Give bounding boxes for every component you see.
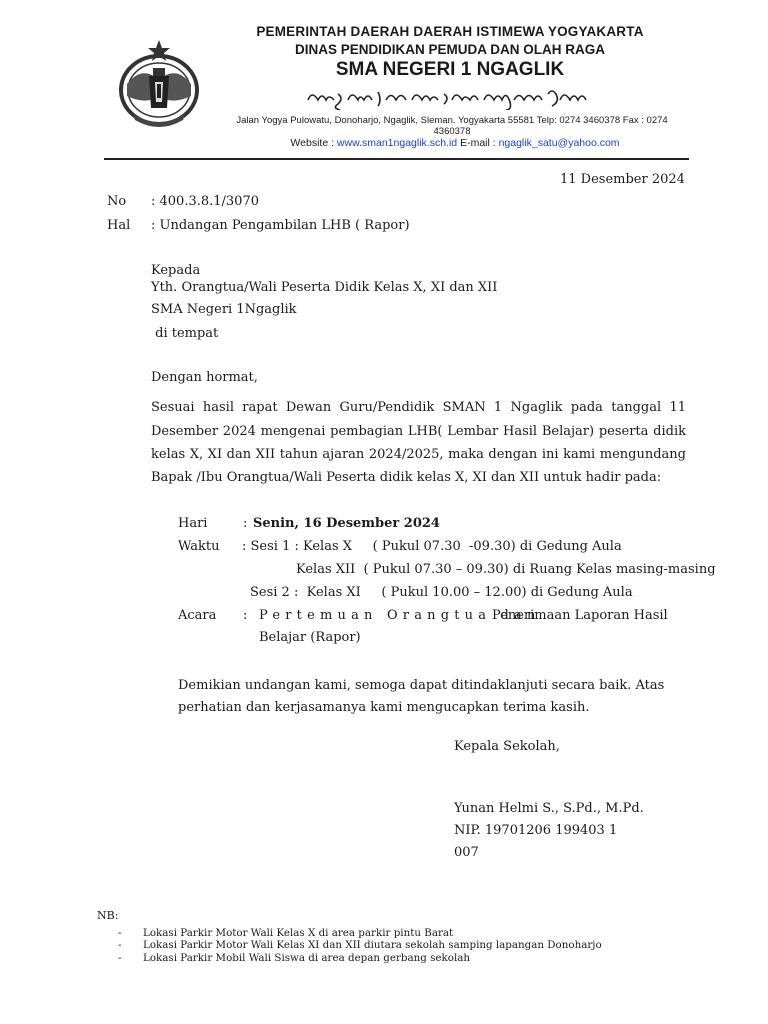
email-label: E-mail :	[457, 137, 499, 149]
paragraph-line: Sesuai hasil rapat Dewan Guru/Pendidik SMAN 1 Ngaglik pada tanggal 11	[151, 400, 686, 415]
schedule-event-line1b: Penerimaan Laporan Hasil	[492, 608, 668, 623]
recipient-yth: Yth. Orangtua/Wali Peserta Didik Kelas X, XI dan XII	[151, 280, 498, 295]
website-label: Website :	[290, 137, 337, 149]
list-item	[118, 952, 602, 964]
schedule-event-line1a: Pertemuan Orangtua dan	[259, 608, 541, 623]
schedule-session-1b: Kelas XII ( Pukul 07.30 – 09.30) di Ruang Kelas masing-masing	[296, 562, 716, 577]
bullet: -	[118, 927, 122, 939]
signature-nip: NIP. 19701206 199403 1	[454, 823, 618, 838]
bullet: -	[118, 939, 122, 952]
greeting: Dengan hormat,	[151, 370, 258, 385]
letterhead-school-name: SMA NEGERI 1 NGAGLIK	[335, 59, 565, 80]
number-value: : 400.3.8.1/3070	[151, 194, 259, 209]
nb-list	[118, 927, 602, 964]
paragraph-line: Bapak /Ibu Orangtua/Wali Peserta didik kelas X, XI dan XII untuk hadir pada:	[151, 470, 662, 485]
dinas-emblem-logo	[113, 38, 205, 130]
number-label: No	[107, 194, 127, 209]
schedule-session-2: Sesi 2 : Kelas XI ( Pukul 10.00 – 12.00) di Gedung Aula	[250, 585, 633, 600]
letterhead-javanese-script	[210, 84, 690, 110]
email-link[interactable]: ngaglik_satu@yahoo.com	[498, 137, 620, 149]
javanese-script-graphic	[300, 84, 600, 110]
recipient-kepada: Kepada	[151, 263, 201, 278]
letterhead-contact	[220, 137, 690, 149]
bullet: -	[118, 951, 122, 964]
website-link[interactable]: www.sman1ngaglik.sch.id	[336, 137, 458, 149]
schedule-event-colon: :	[243, 608, 248, 623]
letterhead-government: PEMERINTAH DAERAH DAERAH ISTIMEWA YOGYAKARTA	[256, 24, 644, 39]
list-item	[118, 939, 602, 951]
letterhead-department: DINAS PENDIDIKAN PEMUDA DAN OLAH RAGA	[294, 42, 605, 57]
signature-nip-cont: 007	[454, 845, 479, 860]
letter-date: 11 Desember 2024	[560, 172, 685, 187]
recipient-place: di tempat	[151, 326, 219, 341]
letterhead-address: Jalan Yogya Pulowatu, Donoharjo, Ngaglik, Sleman. Yogyakarta 55581 Telp: 0274 3460378 Fax : 0274 4360378	[236, 115, 668, 137]
schedule-event-label: Acara	[178, 608, 217, 623]
schedule-day-value: Senin, 16 Desember 2024	[253, 516, 440, 531]
subject-label: Hal	[107, 218, 131, 233]
schedule-time-label: Waktu	[178, 539, 220, 554]
list-item	[118, 927, 602, 939]
signature-title: Kepala Sekolah,	[454, 739, 560, 754]
paragraph-line: kelas X, XI dan XII tahun ajaran 2024/2025, maka dengan ini kami mengundang	[151, 447, 686, 462]
schedule-event-line2: Belajar (Rapor)	[259, 630, 361, 645]
nb-item-text: Lokasi Parkir Motor Wali Kelas XI dan XII diutara sekolah samping lapangan Donoharjo	[143, 939, 602, 952]
schedule-day-colon: :	[243, 516, 248, 531]
letterhead-divider	[104, 158, 689, 160]
schedule-session-1: : Sesi 1 : Kelas X ( Pukul 07.30 -09.30) di Gedung Aula	[242, 539, 622, 554]
closing-line: perhatian dan kerjasamanya kami mengucapkan terima kasih.	[178, 700, 590, 715]
nb-item-text: Lokasi Parkir Motor Wali Kelas X di area parkir pintu Barat	[143, 927, 454, 939]
subject-value: : Undangan Pengambilan LHB ( Rapor)	[151, 218, 410, 233]
nb-item-text: Lokasi Parkir Mobil Wali Siswa di area depan gerbang sekolah	[143, 951, 471, 964]
closing-line: Demikian undangan kami, semoga dapat ditindaklanjuti secara baik. Atas	[178, 678, 665, 693]
signature-name: Yunan Helmi S., S.Pd., M.Pd.	[454, 801, 644, 816]
recipient-school: SMA Negeri 1Ngaglik	[151, 302, 297, 317]
schedule-day-label: Hari	[178, 516, 208, 531]
nb-label: NB:	[97, 909, 119, 922]
paragraph-line: Desember 2024 mengenai pembagian LHB( Lembar Hasil Belajar) peserta didik	[151, 424, 686, 439]
